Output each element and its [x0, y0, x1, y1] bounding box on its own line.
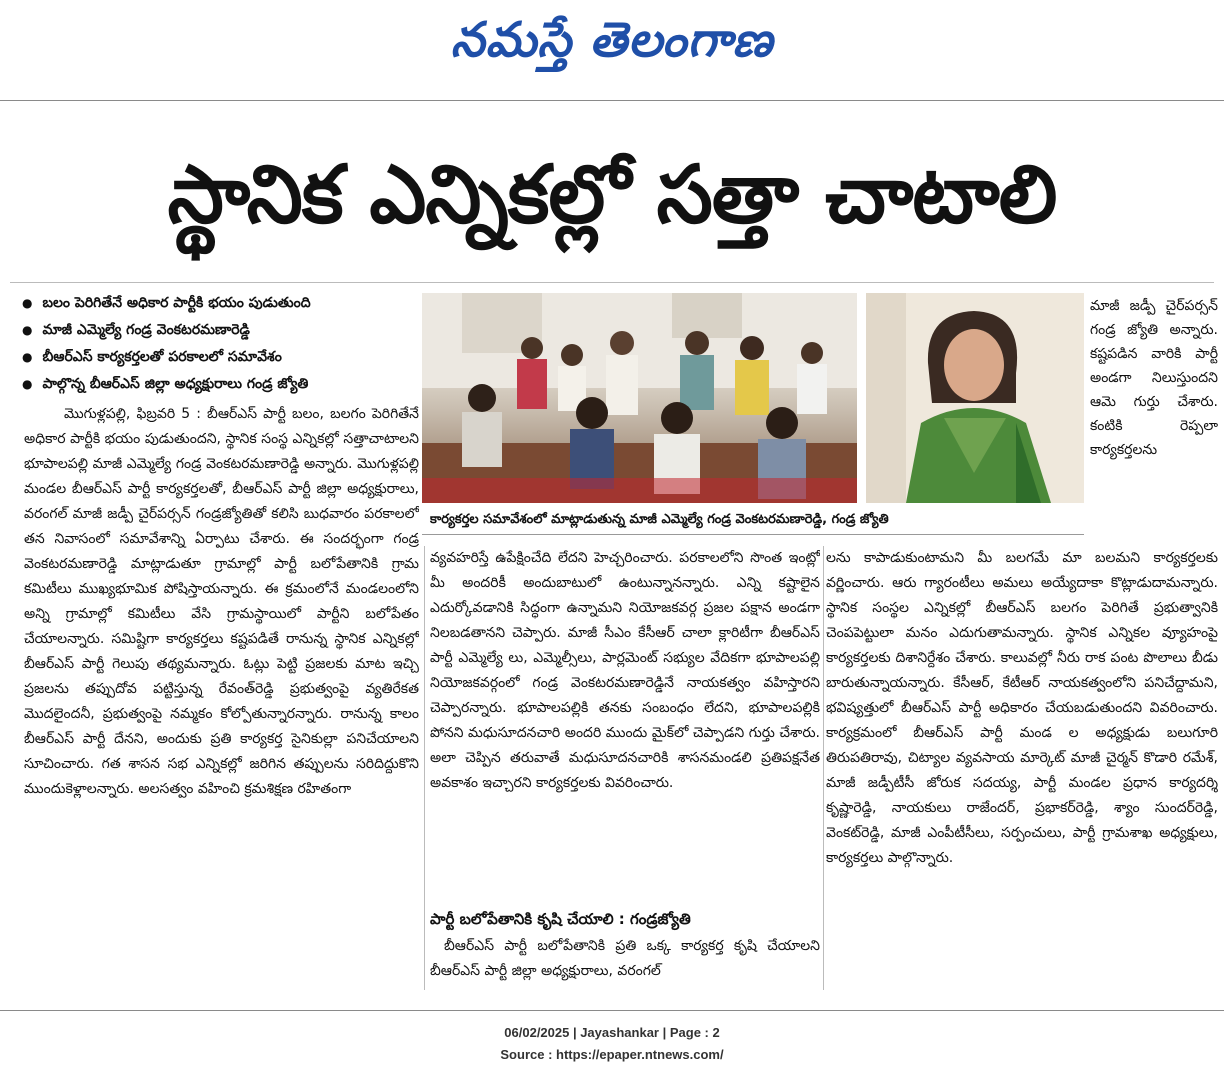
article-text: మొగుళ్లపల్లి, ఫిబ్రవరి 5 : బీఆర్ఎస్ పార్టీ బలం, బలగం పెరిగితేనే అధికార పార్టీకి భయం పుడుతుందని, స్థానిక సంస్థ ఎన్నికల్లో సత్తాచాటాలని భూపాలపల్లి మాజీ ఎమ్మెల్యే గండ్ర వెంకటరమణారెడ్డి అన్నారు. మొగుళ్లపల్లి మండల బీఆర్ఎస్ పార్టీ కార్యకర్తలతో, బీఆర్ఎస్ పార్టీ జిల్లా అధ్యక్షురాలు, వరంగల్ మాజీ జడ్పీ చైర్‌పర్సన్ గండ్రజ్యోతితో కలిసి బుధవారం పరకాలలో తన నివాసంలో సమావేశాన్ని ఏర్పాటు చేశారు. ఈ సందర్భంగా గండ్ర వెంకటరమణారెడ్డి మాట్లాడుతూ గ్రామాల్లో పార్టీ బలోపేతానికి గ్రామ కమిటీలు ముఖ్యభూమిక పోషిస్తాయన్నారు. ఈ క్రమంలోనే మండలంలోని అన్ని గ్రామాల్లో కమిటీలు వేసి గ్రామస్థాయిలో పార్టీని బలోపేతం చేయాలన్నారు. సమిష్టిగా కార్యకర్తలు కష్టపడితే రానున్న స్థానిక ఎన్నికల్లో బీఆర్ఎస్ పార్టీ గెలుపు తథ్యమన్నారు. ఓట్లు పెట్టి ప్రజలకు మాట ఇచ్చి ప్రజలను తప్పుదోవ పట్టిస్తున్న రేవంత్‌రెడ్డి ప్రభుత్వంపై వ్యతిరేకత మొదలైందనీ, ప్రభుత్వంపై నమ్మకం కోల్పోతున్నారన్నారు. రానున్న కాలం బీఆర్ఎస్ పార్టీ దేనని, అందుకు ప్రతి కార్యకర్త సైనికుల్లా పనిచేయాలని సూచించారు. గత శాసన సభ ఎన్నికల్లో జరిగిన తప్పులను సరిదిద్దుకొని ముందుకెళ్లాలన్నారు. అలసత్వం వహించి క్రమశిక్షణ రహితంగా — [24, 406, 419, 797]
bullet-item: ● పాల్గొన్న బీఆర్ఎస్ జిల్లా అధ్యక్షురాలు గండ్ర జ్యోతి — [22, 371, 417, 398]
article-column-2-b — [430, 934, 820, 990]
photo-caption: కార్యకర్తల సమావేశంలో మాట్లాడుతున్న మాజీ ఎమ్మెల్యే గండ్ర వెంకటరమణారెడ్డి, గండ్ర జ్యోతి — [430, 512, 889, 527]
headline-divider — [10, 282, 1214, 283]
caption-divider — [422, 534, 1084, 535]
article-text: లను కాపాడుకుంటామని మీ బలగమే మా బలమని కార్యకర్తలకు వర్ణించారు. ఆరు గ్యారంటీలు అమలు అయ్యేదాకా కొట్లాడుదామన్నారు. స్థానిక సంస్థల ఎన్నికల్లో బీఆర్ఎస్ బలగం పెరిగితే ప్రభుత్వానికి చెంపపెట్టులా మనం ఎదుగుతామన్నారు. స్థానిక ఎన్నికల వ్యూహంపై కార్యకర్తలకు దిశానిర్దేశం చేశారు. కాలువల్లో నీరు రాక పంట పొలాలు బీడు బారుతున్నాయన్నారు. కేసీఆర్, కేటీఆర్ నాయకత్వంలోని పనిచేద్దామని, భవిష్యత్తులో బీఆర్ఎస్ పార్టీ అధికారం చేయబడుతుందని వివరించారు. కార్యక్రమంలో బీఆర్ఎస్ పార్టీ మండ ల అధ్యక్షుడు బలుగూరి తిరుపతిరావు, చిట్యాల వ్యవసాయ మార్కెట్ మాజీ చైర్మన్ కొడారి రమేశ్, మాజీ జడ్పీటీసీ జోరుక సదయ్య, పార్టీ మండల ప్రధాన కార్యదర్శి కృష్ణారెడ్డి, నాయకులు రాజేందర్, ప్రభాకర్‌రెడ్డి, శ్యాం సుందర్‌రెడ్డి, వెంకట్‌రెడ్డి, మాజీ ఎంపీటీసీలు, సర్పంచులు, పార్టీ గ్రామశాఖ అధ్యక్షులు, కార్యకర్తలు పాల్గొన్నారు. — [826, 550, 1218, 866]
portrait-illustration — [866, 293, 1084, 503]
article-column-3 — [826, 546, 1218, 990]
meeting-photo-illustration — [422, 293, 857, 503]
article-column-2 — [430, 546, 820, 902]
article-column-3-top — [1090, 294, 1218, 534]
bullet-item: ● బలం పెరిగితేనే అధికార పార్టీకి భయం పుడుతుంది — [22, 290, 417, 317]
article-column-1 — [24, 402, 419, 995]
bullet-item: ● మాజీ ఎమ్మెల్యే గండ్ర వెంకటరమణారెడ్డి — [22, 317, 417, 344]
article-text: బీఆర్ఎస్ పార్టీ బలోపేతానికి ప్రతి ఒక్క కార్యకర్త కృషి చేయాలని బీఆర్ఎస్ పార్టీ జిల్లా అధ్యక్షురాలు, వరంగల్ — [430, 938, 820, 979]
article-text: వ్యవహరిస్తే ఉపేక్షించేది లేదని హెచ్చరించారు. పరకాలలోని సొంత ఇంట్లో మీ అందరికీ అందుబాటులో ఉంటున్నానన్నారు. ఎన్ని కష్టాలైన ఎదుర్కోవడానికి సిద్ధంగా ఉన్నామని నియోజకవర్గ ప్రజల పక్షాన అండగా నిలబడతానని చెప్పారు. మాజీ సీఎం కేసీఆర్ చాలా క్లారిటీగా బీఆర్ఎస్ పార్టీ ఎమ్మెల్యే లు, ఎమ్మెల్సీలు, పార్లమెంట్ సభ్యుల వేదికగా భూపాలపల్లి నియోజకవర్గంలో గండ్ర వెంకటరమణారెడ్డినే నాయకత్వం వహిస్తారని చెప్పారన్నారు. భూపాలపల్లికి తనకు సంబంధం లేదని, భూపాలపల్లికి పోనని మధుసూదనచారి అందరి ముందు మైక్‌లో చెప్పాడని గుర్తు చేశారు. అలా చెప్పిన తరువాతే మధుసూదనచారికి శాసనమండలి ప్రతిపక్షనేత అవకాశం ఇచ్చారని కార్యకర్తలకు వివరించారు. — [430, 550, 820, 791]
article-text: మాజీ జడ్పీ చైర్‌పర్సన్ గండ్ర జ్యోతి అన్నారు. కష్టపడిన వారికి పార్టీ అండగా నిలుస్తుందని ఆమె గుర్తు చేశారు. కంటికి రెప్పలా కార్యకర్తలను — [1090, 298, 1218, 458]
column-divider — [424, 546, 425, 990]
meeting-photo — [422, 293, 857, 503]
gandra-jyothi-photo — [866, 293, 1084, 503]
column-divider — [823, 546, 824, 990]
page-footer — [0, 1022, 1224, 1066]
bullet-item: ● బీఆర్ఎస్ కార్యకర్తలతో పరకాలలో సమావేశం — [22, 344, 417, 371]
sub-headline: పార్టీ బలోపేతానికి కృషి చేయాలి : గండ్రజ్యోతి — [430, 910, 691, 928]
footer-divider — [0, 1010, 1224, 1011]
masthead-divider — [0, 100, 1224, 101]
masthead-logo: నమస్తే తెలంగాణ — [450, 12, 774, 68]
headline: స్థానిక ఎన్నికల్లో సత్తా చాటాలి — [167, 148, 1057, 241]
highlight-bullets — [22, 290, 417, 398]
source-link[interactable]: Source : https://epaper.ntnews.com/ — [500, 1047, 724, 1062]
edition-info: 06/02/2025 | Jayashankar | Page : 2 — [504, 1025, 720, 1040]
